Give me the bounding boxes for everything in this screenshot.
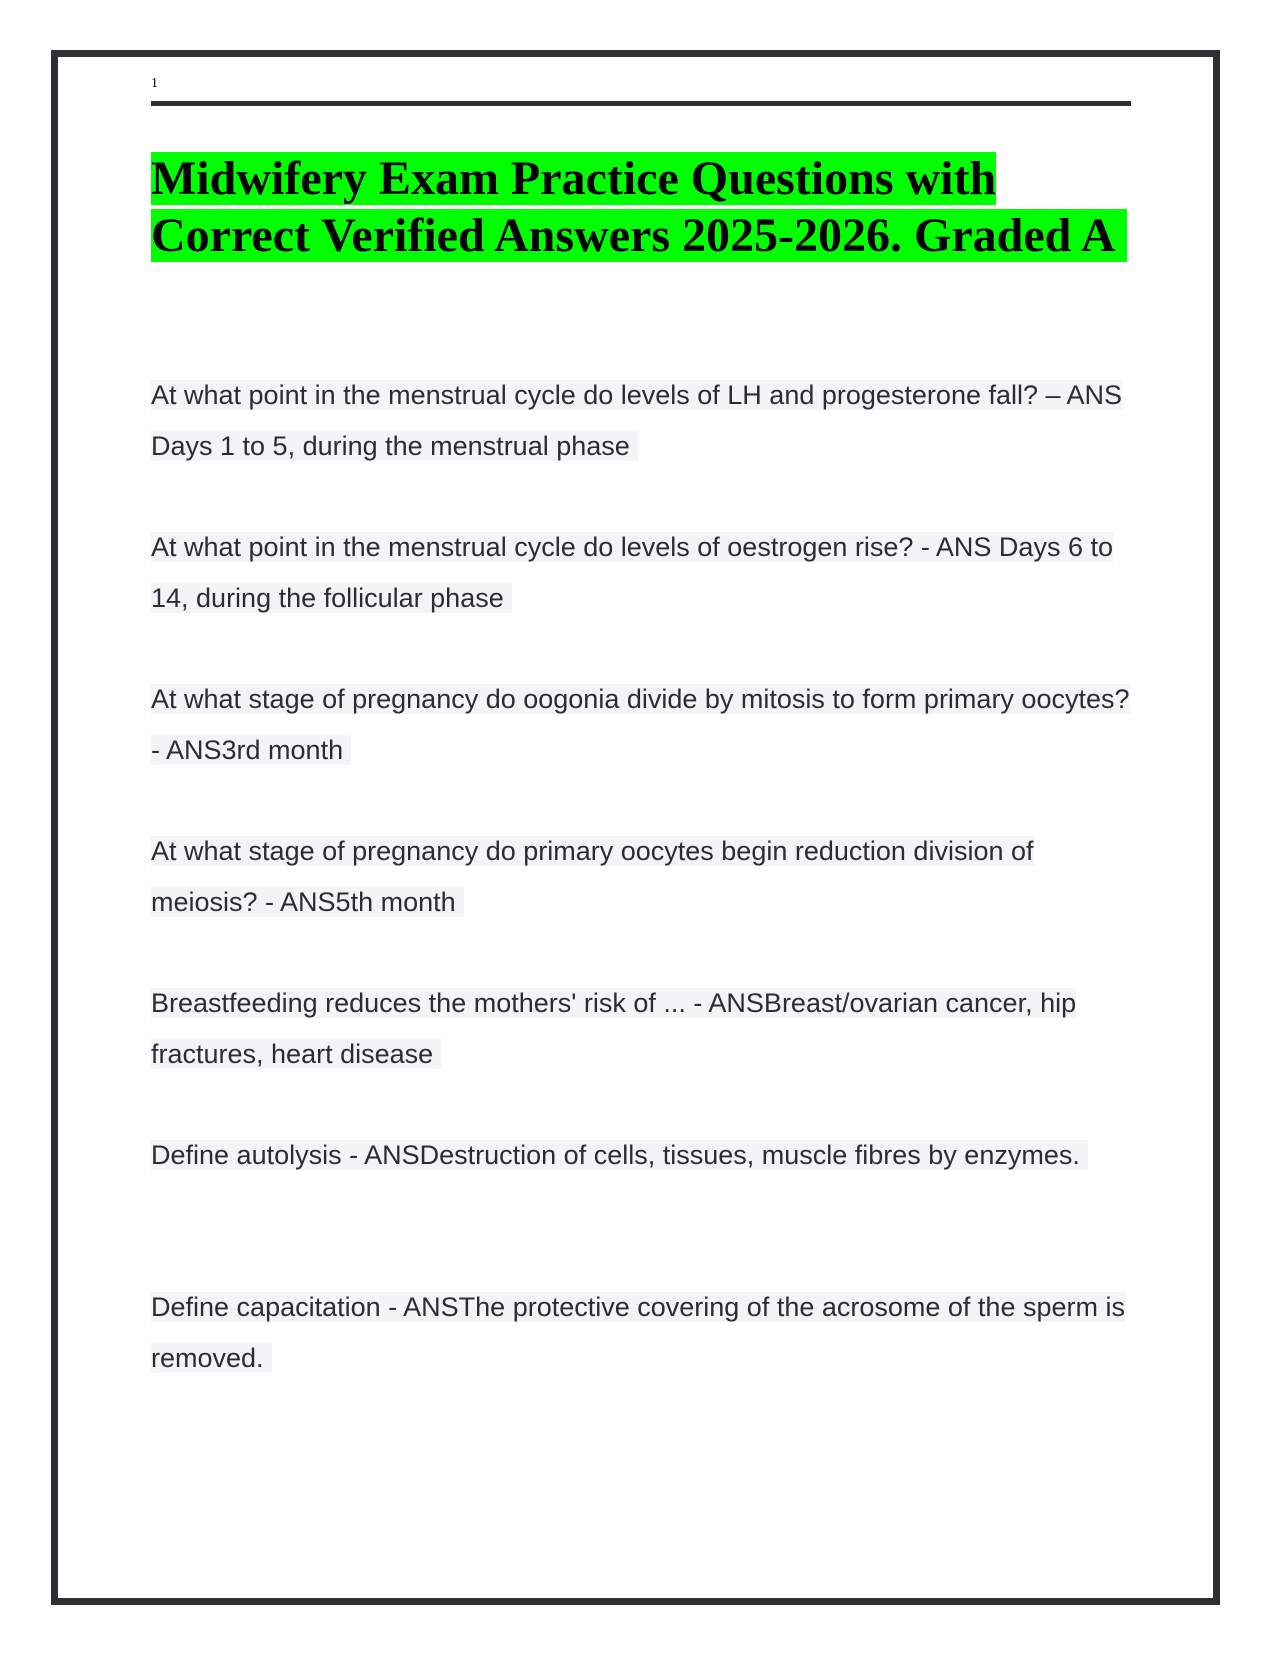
- qa-item-text: Breastfeeding reduces the mothers' risk of ... - ANSBreast/ovarian cancer, hip fractures, heart disease: [151, 988, 1077, 1069]
- header-rule: [151, 101, 1131, 106]
- qa-item-text: Define capacitation - ANSThe protective covering of the acrosome of the sperm is removed.: [151, 1292, 1125, 1373]
- qa-item: [151, 1130, 1131, 1181]
- qa-item-text: At what stage of pregnancy do oogonia divide by mitosis to form primary oocytes? - ANS3rd month: [151, 684, 1130, 765]
- qa-item: [151, 1282, 1131, 1383]
- qa-item-text: At what point in the menstrual cycle do levels of LH and progesterone fall? – ANS Days 1 to 5, during the menstrual phase: [151, 380, 1123, 461]
- qa-item: [151, 674, 1131, 775]
- document-title: [151, 150, 1141, 264]
- page-number: 1: [151, 76, 158, 91]
- qa-item-text: At what stage of pregnancy do primary oocytes begin reduction division of meiosis? - ANS5th month: [151, 836, 1034, 917]
- document-title-text: Midwifery Exam Practice Questions with Correct Verified Answers 2025-2026. Graded A: [151, 152, 1127, 262]
- qa-item: [151, 978, 1131, 1079]
- qa-item: [151, 370, 1131, 471]
- qa-item: [151, 522, 1131, 623]
- qa-item-text: At what point in the menstrual cycle do levels of oestrogen rise? - ANS Days 6 to 14, during the follicular phase: [151, 532, 1113, 613]
- qa-item-text: Define autolysis - ANSDestruction of cells, tissues, muscle fibres by enzymes.: [151, 1140, 1088, 1170]
- qa-item: [151, 826, 1131, 927]
